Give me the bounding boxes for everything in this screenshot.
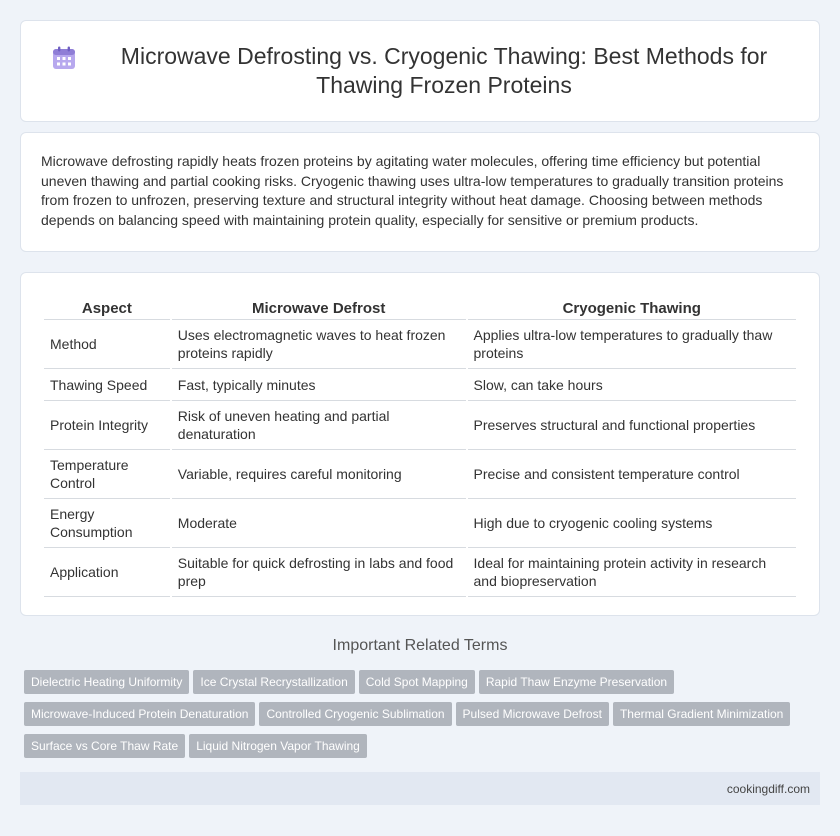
header-cryogenic: Cryogenic Thawing [468, 297, 796, 320]
row-microwave: Suitable for quick defrosting in labs and food prep [172, 548, 466, 597]
header-aspect: Aspect [44, 297, 170, 320]
footer [20, 772, 820, 805]
footer-site-link[interactable]: cookingdiff.com [726, 781, 810, 796]
row-cryogenic: Precise and consistent temperature control [468, 450, 796, 499]
calendar-icon [51, 45, 77, 71]
page-title: Microwave Defrosting vs. Cryogenic Thawing: Best Methods for Thawing Frozen Proteins [120, 43, 768, 98]
related-term-tag[interactable]: Microwave-Induced Protein Denaturation [24, 702, 255, 726]
row-microwave: Moderate [172, 499, 466, 548]
row-cryogenic: High due to cryogenic cooling systems [468, 499, 796, 548]
row-microwave: Variable, requires careful monitoring [172, 450, 466, 499]
table-row [44, 499, 796, 548]
intro-paragraph: Microwave defrosting rapidly heats frozen proteins by agitating water molecules, offering time efficiency but potential uneven thawing and partial cooking risks. Cryogenic thawing uses ultra-low temperatures to gradually transition proteins from frozen to unfrozen, preserving texture and structural integrity without heat damage. Choosing between methods depends on balancing speed with maintaining protein quality, especially for sensitive or premium products. [41, 153, 784, 228]
row-microwave: Fast, typically minutes [172, 369, 466, 401]
related-terms-heading: Important Related Terms [332, 637, 508, 654]
related-term-tag[interactable]: Cold Spot Mapping [359, 670, 475, 694]
row-aspect: Protein Integrity [44, 401, 170, 450]
related-term-tag[interactable]: Surface vs Core Thaw Rate [24, 734, 185, 758]
table-row [44, 548, 796, 597]
related-term-tag[interactable]: Ice Crystal Recrystallization [193, 670, 354, 694]
row-cryogenic: Preserves structural and functional properties [468, 401, 796, 450]
table-row [44, 450, 796, 499]
table-row [44, 401, 796, 450]
related-terms-list [24, 670, 824, 766]
row-cryogenic: Slow, can take hours [468, 369, 796, 401]
row-aspect: Energy Consumption [44, 499, 170, 548]
comparison-table [42, 297, 798, 597]
table-row [44, 320, 796, 369]
header-microwave: Microwave Defrost [172, 297, 466, 320]
related-term-tag[interactable]: Thermal Gradient Minimization [613, 702, 790, 726]
related-term-tag[interactable]: Rapid Thaw Enzyme Preservation [479, 670, 674, 694]
row-aspect: Thawing Speed [44, 369, 170, 401]
intro-card [20, 132, 820, 252]
row-microwave: Risk of uneven heating and partial denaturation [172, 401, 466, 450]
row-aspect: Method [44, 320, 170, 369]
table-row [44, 369, 796, 401]
related-term-tag[interactable]: Controlled Cryogenic Sublimation [259, 702, 451, 726]
related-term-tag[interactable]: Dielectric Heating Uniformity [24, 670, 189, 694]
row-aspect: Temperature Control [44, 450, 170, 499]
table-header-row [44, 297, 796, 320]
row-cryogenic: Applies ultra-low temperatures to gradually thaw proteins [468, 320, 796, 369]
row-cryogenic: Ideal for maintaining protein activity in research and biopreservation [468, 548, 796, 597]
row-microwave: Uses electromagnetic waves to heat frozen proteins rapidly [172, 320, 466, 369]
related-term-tag[interactable]: Pulsed Microwave Defrost [456, 702, 609, 726]
related-term-tag[interactable]: Liquid Nitrogen Vapor Thawing [189, 734, 367, 758]
title-card [20, 20, 820, 122]
row-aspect: Application [44, 548, 170, 597]
comparison-card [20, 272, 820, 616]
title-wrap [51, 42, 789, 100]
